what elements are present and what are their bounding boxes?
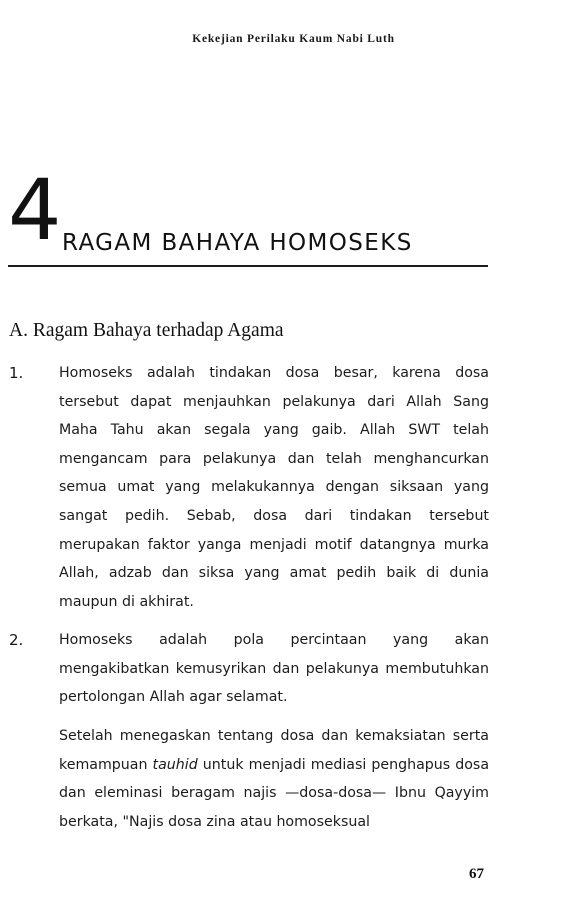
chapter-title-rule bbox=[8, 265, 488, 267]
paragraph-text-after: untuk menjadi mediasi penghapus dosa dan eleminasi beragam najis —dosa-dosa— Ibnu Qayyim berkata, "Najis dosa zina atau homoseksual bbox=[59, 756, 490, 830]
list-item-text: Homoseks adalah pola percintaan yang akan mengakibatkan kemusyrikan dan pelakunya membutuhkan pertolongan Allah agar selamat. bbox=[59, 632, 489, 706]
running-header: Kekejian Perilaku Kaum Nabi Luth bbox=[192, 33, 395, 45]
chapter-title: RAGAM BAHAYA HOMOSEKS bbox=[62, 230, 413, 256]
list-marker: 1. bbox=[9, 364, 24, 382]
section-heading: A. Ragam Bahaya terhadap Agama bbox=[9, 320, 284, 341]
page-number: 67 bbox=[469, 866, 484, 882]
chapter-number: 4 bbox=[8, 161, 62, 259]
list-item-text: Homoseks adalah tindakan dosa besar, karena dosa tersebut dapat menjauhkan pelakunya dari Allah Sang Maha Tahu akan segala yang gaib. Allah SWT telah mengancam para pelakunya dan telah menghancurkan semua umat yang melakukannya dengan siksaan yang sangat pedih. Sebab, dosa dari tindakan tersebut merupakan faktor yanga menjadi motif datangnya murka Allah, adzab dan siksa yang amat pedih baik di dunia maupun di akhirat. bbox=[59, 365, 489, 610]
paragraph-emphasis: tauhid bbox=[152, 756, 198, 773]
body-paragraph bbox=[59, 722, 489, 836]
paragraph-text-before: Setelah menegaskan tentang dosa dan kemaksiatan serta kemampuan bbox=[59, 728, 489, 773]
list-marker: 2. bbox=[9, 631, 24, 649]
